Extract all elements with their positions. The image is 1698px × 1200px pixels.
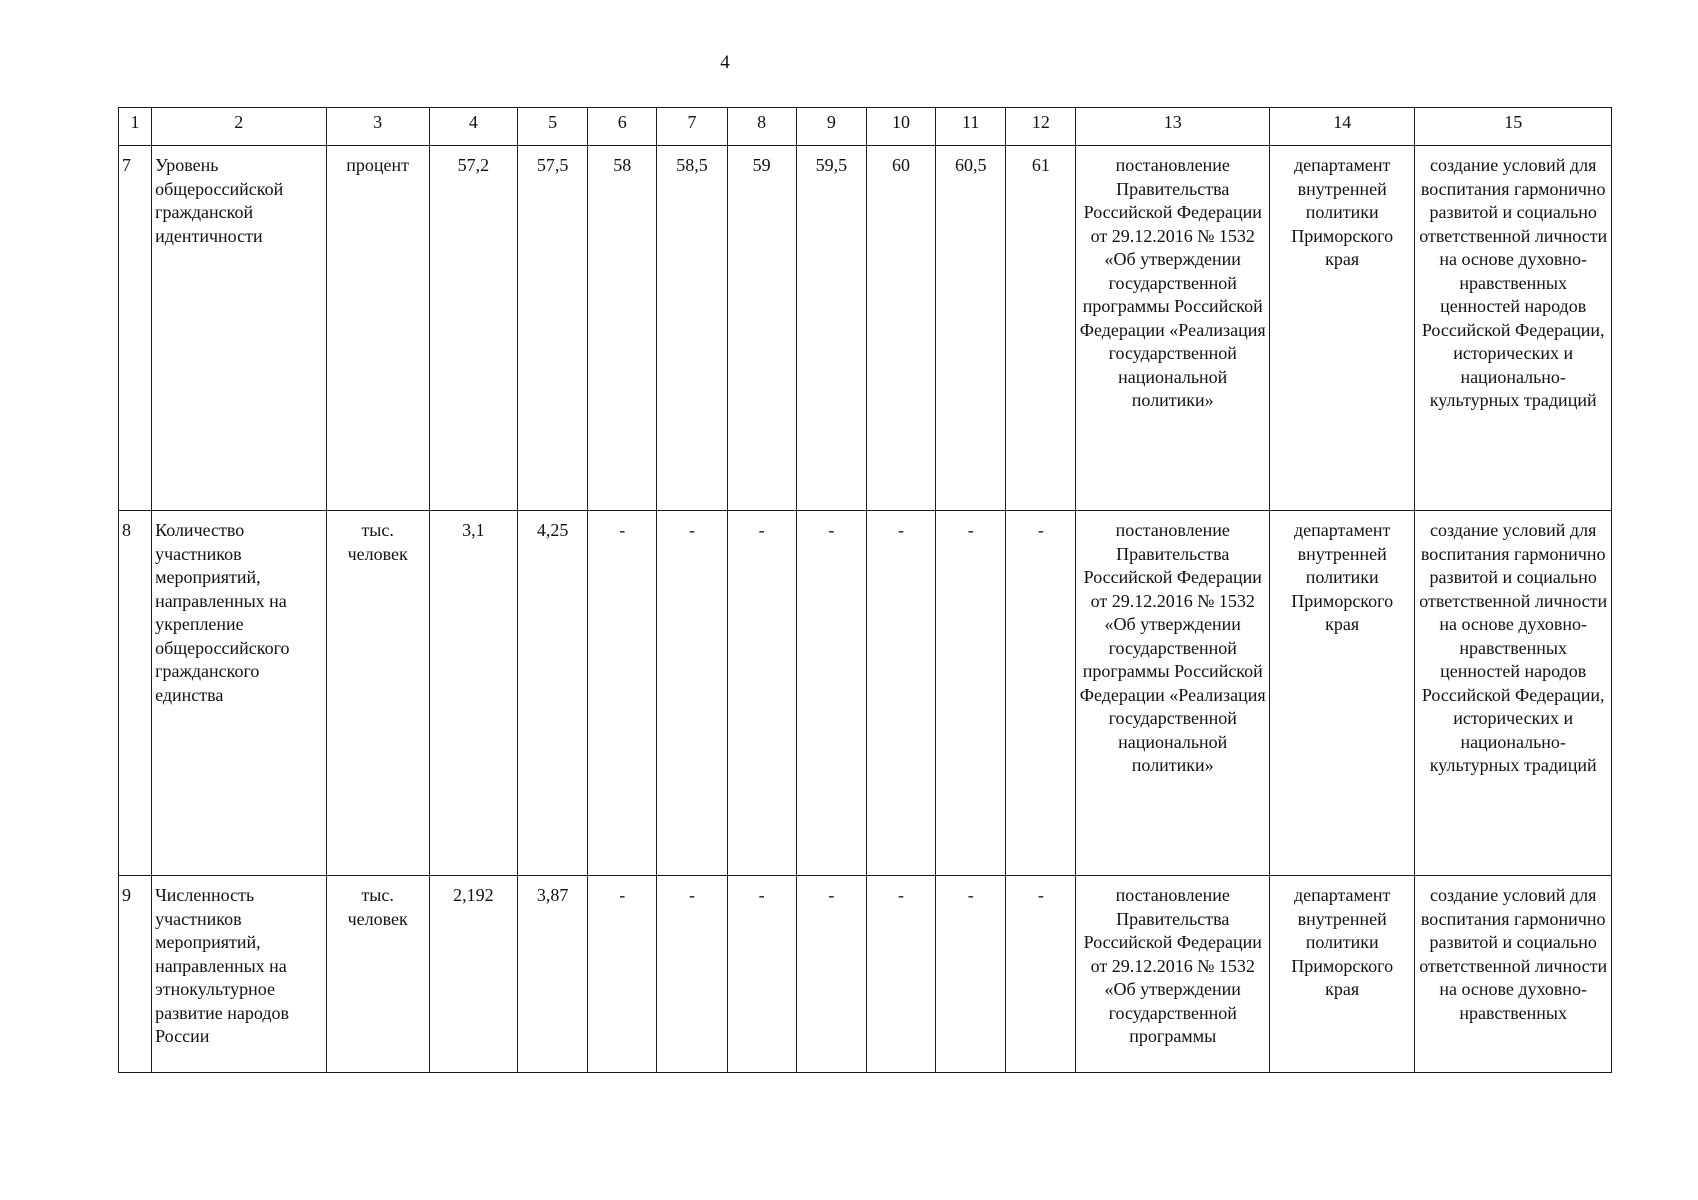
value-cell: - <box>936 876 1006 1073</box>
value-cell: 4,25 <box>518 511 588 876</box>
table-row <box>119 876 1612 1073</box>
value-cell: 3,1 <box>429 511 517 876</box>
value-cell: 59,5 <box>796 146 866 511</box>
value-cell: - <box>866 511 935 876</box>
indicator-name: Уровень общероссийской гражданской идентичности <box>152 146 326 511</box>
column-header: 13 <box>1076 108 1270 146</box>
value-cell: 2,192 <box>429 876 517 1073</box>
row-number: 7 <box>119 146 152 511</box>
column-header: 6 <box>588 108 657 146</box>
value-cell: 60,5 <box>936 146 1006 511</box>
indicator-name: Численность участников мероприятий, направленных на этнокультурное развитие народов России <box>152 876 326 1073</box>
unit-cell: тыс. человек <box>326 511 429 876</box>
column-header: 15 <box>1415 108 1612 146</box>
value-cell: - <box>727 511 796 876</box>
responsible-cell: департамент внутренней политики Приморского края <box>1270 146 1415 511</box>
column-header: 8 <box>727 108 796 146</box>
page-number: 4 <box>720 52 730 73</box>
purpose-cell: создание условий для воспитания гармонично развитой и социально ответственной личности на основе духовно-нравственных ценностей народов Российской Федерации, исторических и национально-культурных традиций <box>1415 511 1612 876</box>
value-cell: - <box>796 876 866 1073</box>
value-cell: - <box>796 511 866 876</box>
responsible-cell: департамент внутренней политики Приморского края <box>1270 511 1415 876</box>
value-cell: - <box>588 511 657 876</box>
column-header: 4 <box>429 108 517 146</box>
column-header: 12 <box>1006 108 1076 146</box>
column-header: 11 <box>936 108 1006 146</box>
column-header: 5 <box>518 108 588 146</box>
header-row <box>119 108 1612 146</box>
basis-cell: постановление Правительства Российской Федерации от 29.12.2016 № 1532 «Об утверждении государственной программы Российской Федерации «Реализация государственной национальной политики» <box>1076 146 1270 511</box>
value-cell: 61 <box>1006 146 1076 511</box>
column-header: 3 <box>326 108 429 146</box>
value-cell: - <box>866 876 935 1073</box>
value-cell: 58,5 <box>657 146 727 511</box>
value-cell: - <box>727 876 796 1073</box>
indicator-name: Количество участников мероприятий, направленных на укрепление общероссийского гражданского единства <box>152 511 326 876</box>
value-cell: 3,87 <box>518 876 588 1073</box>
column-header: 10 <box>866 108 935 146</box>
value-cell: 58 <box>588 146 657 511</box>
table-row <box>119 511 1612 876</box>
value-cell: - <box>657 876 727 1073</box>
column-header: 9 <box>796 108 866 146</box>
table-row <box>119 146 1612 511</box>
value-cell: - <box>1006 511 1076 876</box>
purpose-cell: создание условий для воспитания гармонично развитой и социально ответственной личности на основе духовно-нравственных ценностей народов Российской Федерации, исторических и национально-культурных традиций <box>1415 146 1612 511</box>
value-cell: 59 <box>727 146 796 511</box>
row-number: 8 <box>119 511 152 876</box>
responsible-cell: департамент внутренней политики Приморского края <box>1270 876 1415 1073</box>
unit-cell: тыс. человек <box>326 876 429 1073</box>
value-cell: 57,5 <box>518 146 588 511</box>
column-header: 1 <box>119 108 152 146</box>
basis-cell: постановление Правительства Российской Федерации от 29.12.2016 № 1532 «Об утверждении государственной программы Российской Федерации «Реализация государственной национальной политики» <box>1076 511 1270 876</box>
value-cell: 57,2 <box>429 146 517 511</box>
indicators-table <box>118 107 1612 1073</box>
value-cell: - <box>657 511 727 876</box>
basis-cell: постановление Правительства Российской Федерации от 29.12.2016 № 1532 «Об утверждении государственной программы <box>1076 876 1270 1073</box>
column-header: 14 <box>1270 108 1415 146</box>
value-cell: 60 <box>866 146 935 511</box>
column-header: 7 <box>657 108 727 146</box>
value-cell: - <box>1006 876 1076 1073</box>
column-header: 2 <box>152 108 326 146</box>
value-cell: - <box>588 876 657 1073</box>
row-number: 9 <box>119 876 152 1073</box>
unit-cell: процент <box>326 146 429 511</box>
value-cell: - <box>936 511 1006 876</box>
purpose-cell: создание условий для воспитания гармонично развитой и социально ответственной личности на основе духовно-нравственных <box>1415 876 1612 1073</box>
